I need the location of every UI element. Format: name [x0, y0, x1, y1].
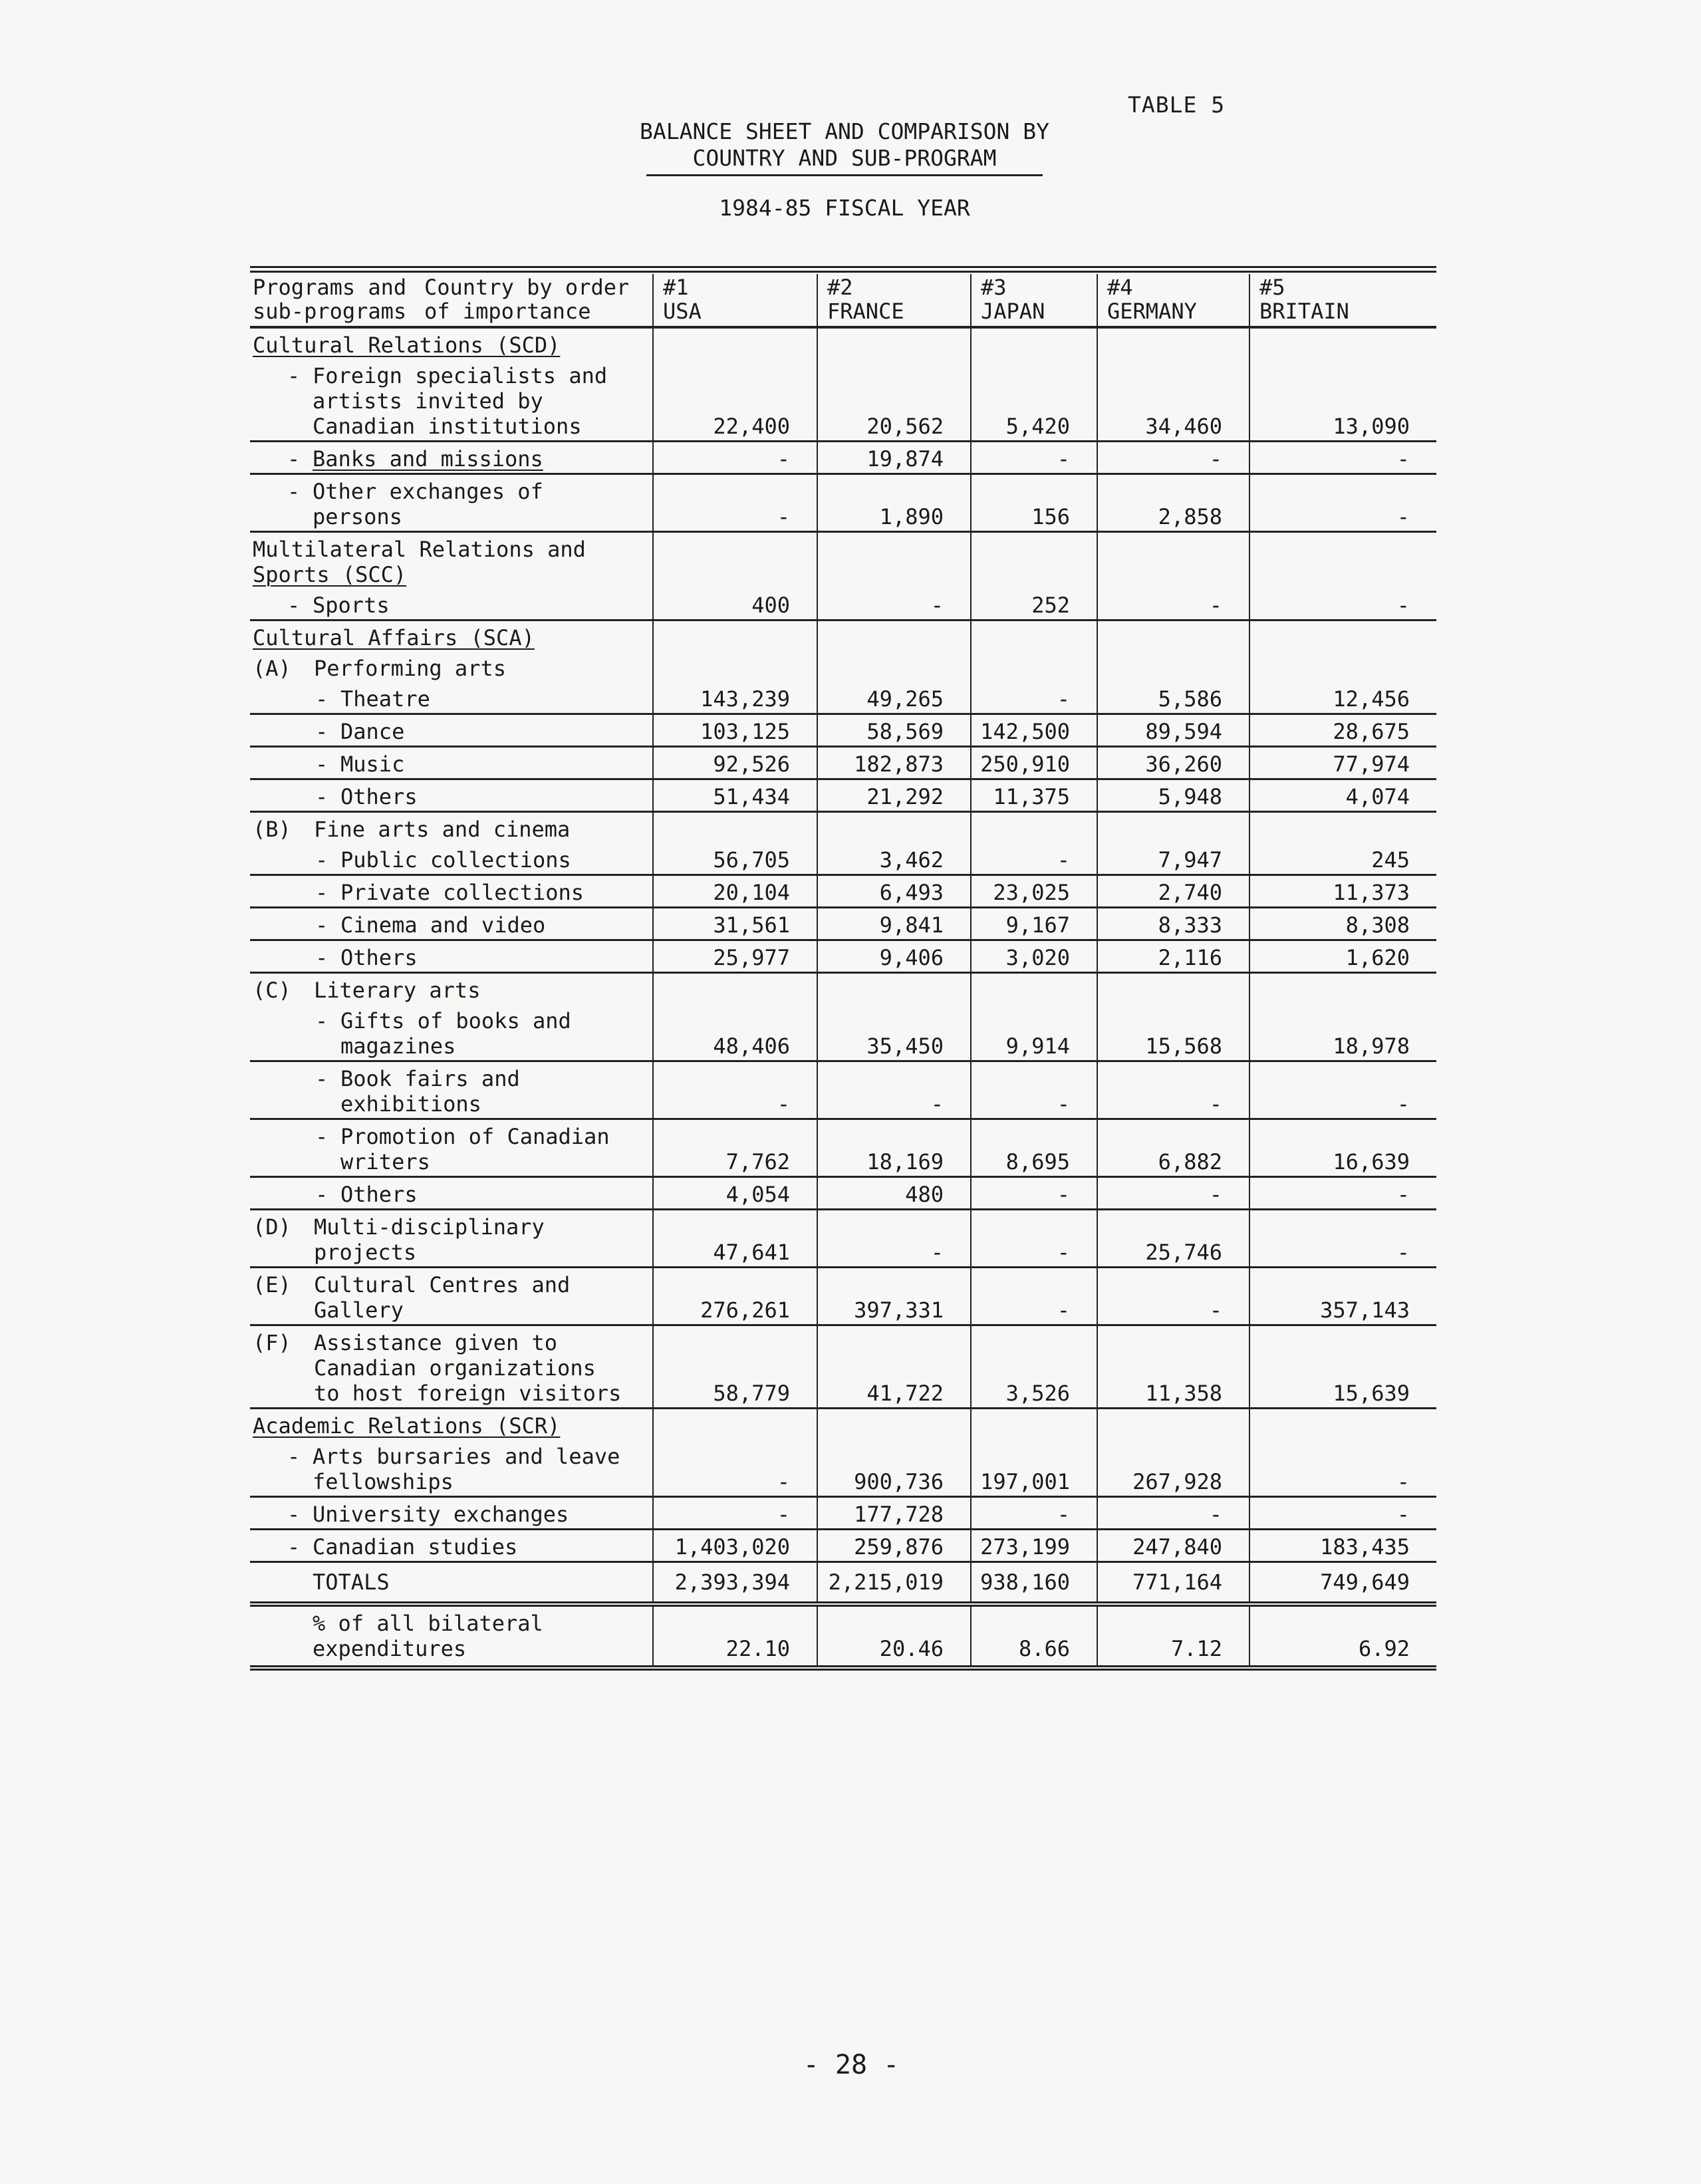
- cell-value: -: [1249, 1061, 1436, 1119]
- cell-value: 9,406: [817, 940, 971, 973]
- cell-value: 247,840: [1097, 1530, 1249, 1562]
- header-programs: Programs and Country by order sub-programs of importance: [250, 274, 653, 327]
- cell-value: 5,420: [971, 359, 1097, 442]
- cell-value: 142,500: [971, 714, 1097, 747]
- cell-value: 183,435: [1249, 1530, 1436, 1562]
- table-row: [250, 1119, 1436, 1177]
- cell-value: 182,873: [817, 747, 971, 779]
- cell-value: 22,400: [653, 359, 817, 442]
- cell-value: 2,740: [1097, 875, 1249, 908]
- cell-value: 8,308: [1249, 908, 1436, 940]
- table-row: [250, 1061, 1436, 1119]
- cell-value: 900,736: [817, 1440, 971, 1497]
- cell-value: 3,462: [817, 843, 971, 875]
- cell-value: 480: [817, 1177, 971, 1210]
- table-row: [250, 1440, 1436, 1497]
- cell-value: 5,948: [1097, 779, 1249, 812]
- cell-value: -: [653, 1440, 817, 1497]
- table-row: [250, 1004, 1436, 1061]
- cell-value: 25,746: [1097, 1210, 1249, 1268]
- cell-value: 31,561: [653, 908, 817, 940]
- title-line-1: BALANCE SHEET AND COMPARISON BY: [640, 118, 1049, 144]
- table-row: [250, 1325, 1436, 1409]
- title-line-2: COUNTRY AND SUB-PROGRAM: [646, 145, 1043, 176]
- cell-value: -: [653, 1061, 817, 1119]
- cell-value: -: [1249, 1177, 1436, 1210]
- table-row: [250, 714, 1436, 747]
- row-label: - Others: [250, 1177, 653, 1210]
- totals-row: [250, 1562, 1436, 1605]
- cell-value: 357,143: [1249, 1268, 1436, 1325]
- cell-value: -: [653, 1497, 817, 1530]
- cell-value: -: [971, 682, 1097, 714]
- cell-value: 2,116: [1097, 940, 1249, 973]
- table-row: [250, 747, 1436, 779]
- cell-value: 5,586: [1097, 682, 1249, 714]
- cell-value: 11,358: [1097, 1325, 1249, 1409]
- cell-value: 7,762: [653, 1119, 817, 1177]
- cell-value: -: [971, 442, 1097, 474]
- percent-value: 7.12: [1097, 1604, 1249, 1668]
- cell-value: 28,675: [1249, 714, 1436, 747]
- cell-value: -: [1249, 1440, 1436, 1497]
- percent-value: 8.66: [971, 1604, 1097, 1668]
- cell-value: 58,779: [653, 1325, 817, 1409]
- cell-value: 245: [1249, 843, 1436, 875]
- cell-value: 197,001: [971, 1440, 1097, 1497]
- cell-value: 16,639: [1249, 1119, 1436, 1177]
- cell-value: 1,403,020: [653, 1530, 817, 1562]
- cell-value: -: [971, 1061, 1097, 1119]
- row-label: (F) Assistance given to Canadian organizations to host foreign visitors: [250, 1325, 653, 1409]
- cell-value: 11,375: [971, 779, 1097, 812]
- group-row: (A) Performing arts: [250, 652, 1436, 682]
- fiscal-year: 1984-85 FISCAL YEAR: [719, 195, 970, 221]
- cell-value: -: [1097, 1268, 1249, 1325]
- cell-value: 3,526: [971, 1325, 1097, 1409]
- section-row: [250, 1409, 1436, 1440]
- section-row: [250, 327, 1436, 359]
- row-label: - Sports: [250, 589, 653, 620]
- cell-value: 89,594: [1097, 714, 1249, 747]
- balance-table: [250, 274, 1436, 1671]
- table-row: [250, 474, 1436, 532]
- cell-value: 276,261: [653, 1268, 817, 1325]
- total-value: 771,164: [1097, 1562, 1249, 1605]
- cell-value: 19,874: [817, 442, 971, 474]
- row-label: - Promotion of Canadian writers: [250, 1119, 653, 1177]
- page-number: - 28 -: [803, 2050, 900, 2080]
- cell-value: -: [1097, 1177, 1249, 1210]
- cell-value: -: [1097, 1497, 1249, 1530]
- cell-value: 9,914: [971, 1004, 1097, 1061]
- section-heading: Cultural Relations (SCD): [253, 333, 561, 358]
- row-label: - Banks and missions: [250, 442, 653, 474]
- cell-value: 48,406: [653, 1004, 817, 1061]
- cell-value: 56,705: [653, 843, 817, 875]
- cell-value: 103,125: [653, 714, 817, 747]
- row-label: - Dance: [250, 714, 653, 747]
- cell-value: 6,882: [1097, 1119, 1249, 1177]
- totals-label: TOTALS: [313, 1570, 390, 1595]
- row-label: - Others: [250, 779, 653, 812]
- group-heading: Performing arts: [314, 656, 506, 681]
- cell-value: 250,910: [971, 747, 1097, 779]
- cell-value: 35,450: [817, 1004, 971, 1061]
- total-value: 938,160: [971, 1562, 1097, 1605]
- row-label: - Gifts of books and magazines: [250, 1004, 653, 1061]
- cell-value: 34,460: [1097, 359, 1249, 442]
- cell-value: 36,260: [1097, 747, 1249, 779]
- cell-value: 92,526: [653, 747, 817, 779]
- cell-value: -: [1097, 1061, 1249, 1119]
- group-row: (C) Literary arts: [250, 973, 1436, 1005]
- cell-value: 9,167: [971, 908, 1097, 940]
- row-label: (E) Cultural Centres and Gallery: [250, 1268, 653, 1325]
- cell-value: -: [1097, 589, 1249, 620]
- cell-value: 2,858: [1097, 474, 1249, 532]
- table-row: [250, 1210, 1436, 1268]
- total-value: 2,215,019: [817, 1562, 971, 1605]
- row-label: - Cinema and video: [250, 908, 653, 940]
- table-row: [250, 940, 1436, 973]
- cell-value: 13,090: [1249, 359, 1436, 442]
- row-label: - Other exchanges of persons: [250, 474, 653, 532]
- cell-value: 20,104: [653, 875, 817, 908]
- table-row: [250, 843, 1436, 875]
- cell-value: 9,841: [817, 908, 971, 940]
- table-row: [250, 1177, 1436, 1210]
- header-country-5: #5 BRITAIN: [1249, 274, 1436, 327]
- cell-value: 12,456: [1249, 682, 1436, 714]
- cell-value: 143,239: [653, 682, 817, 714]
- cell-value: 51,434: [653, 779, 817, 812]
- table-row: [250, 908, 1436, 940]
- table-label: TABLE 5: [1128, 92, 1226, 118]
- section-row: [250, 620, 1436, 652]
- header-country-3: #3 JAPAN: [971, 274, 1097, 327]
- section-row: [250, 532, 1436, 589]
- table-row: [250, 1497, 1436, 1530]
- row-label: - Book fairs and exhibitions: [250, 1061, 653, 1119]
- cell-value: -: [817, 1210, 971, 1268]
- total-value: 749,649: [1249, 1562, 1436, 1605]
- table-row: [250, 779, 1436, 812]
- section-heading: Academic Relations (SCR): [253, 1413, 561, 1438]
- header-country-1: #1 USA: [653, 274, 817, 327]
- header-country-2: #2 FRANCE: [817, 274, 971, 327]
- cell-value: -: [1249, 474, 1436, 532]
- cell-value: 1,620: [1249, 940, 1436, 973]
- cell-value: 177,728: [817, 1497, 971, 1530]
- row-label: - University exchanges: [250, 1497, 653, 1530]
- table-row: [250, 589, 1436, 620]
- cell-value: 23,025: [971, 875, 1097, 908]
- cell-value: -: [971, 1268, 1097, 1325]
- cell-value: -: [1249, 589, 1436, 620]
- cell-value: 77,974: [1249, 747, 1436, 779]
- section-heading: Multilateral Relations and: [253, 537, 586, 562]
- cell-value: -: [1249, 1210, 1436, 1268]
- row-label: - Theatre: [250, 682, 653, 714]
- cell-value: 15,568: [1097, 1004, 1249, 1061]
- cell-value: -: [817, 589, 971, 620]
- cell-value: -: [971, 1177, 1097, 1210]
- cell-value: -: [1249, 1497, 1436, 1530]
- table-row: [250, 442, 1436, 474]
- cell-value: 11,373: [1249, 875, 1436, 908]
- table-header-row: [250, 274, 1436, 327]
- cell-value: -: [971, 1210, 1097, 1268]
- cell-value: 49,265: [817, 682, 971, 714]
- cell-value: -: [653, 442, 817, 474]
- cell-value: -: [1249, 442, 1436, 474]
- cell-value: 3,020: [971, 940, 1097, 973]
- table-row: [250, 682, 1436, 714]
- cell-value: 15,639: [1249, 1325, 1436, 1409]
- section-heading: Sports (SCC): [253, 562, 407, 587]
- cell-value: 267,928: [1097, 1440, 1249, 1497]
- row-label: - Foreign specialists and artists invited by Canadian institutions: [250, 359, 653, 442]
- percent-value: 20.46: [817, 1604, 971, 1668]
- row-label: - Others: [250, 940, 653, 973]
- table-row: [250, 1268, 1436, 1325]
- table-top-rule: [250, 266, 1436, 273]
- cell-value: 58,569: [817, 714, 971, 747]
- cell-value: 273,199: [971, 1530, 1097, 1562]
- row-label: - Private collections: [250, 875, 653, 908]
- cell-value: 20,562: [817, 359, 971, 442]
- table-row: [250, 359, 1436, 442]
- cell-value: -: [971, 1497, 1097, 1530]
- row-label: - Music: [250, 747, 653, 779]
- cell-value: 397,331: [817, 1268, 971, 1325]
- group-heading: Literary arts: [314, 978, 481, 1003]
- percent-value: 22.10: [653, 1604, 817, 1668]
- percent-value: 6.92: [1249, 1604, 1436, 1668]
- cell-value: 41,722: [817, 1325, 971, 1409]
- cell-value: 8,695: [971, 1119, 1097, 1177]
- cell-value: -: [817, 1061, 971, 1119]
- group-row: (B) Fine arts and cinema: [250, 812, 1436, 844]
- cell-value: 156: [971, 474, 1097, 532]
- cell-value: 252: [971, 589, 1097, 620]
- cell-value: 4,074: [1249, 779, 1436, 812]
- cell-value: 400: [653, 589, 817, 620]
- cell-value: 8,333: [1097, 908, 1249, 940]
- row-label: - Canadian studies: [250, 1530, 653, 1562]
- cell-value: 25,977: [653, 940, 817, 973]
- row-label: - Public collections: [250, 843, 653, 875]
- header-country-4: #4 GERMANY: [1097, 274, 1249, 327]
- percent-row: [250, 1604, 1436, 1668]
- table-row: [250, 1530, 1436, 1562]
- table-row: [250, 875, 1436, 908]
- section-heading: Cultural Affairs (SCA): [253, 625, 535, 650]
- cell-value: 18,169: [817, 1119, 971, 1177]
- cell-value: 1,890: [817, 474, 971, 532]
- cell-value: 21,292: [817, 779, 971, 812]
- table-title: [638, 118, 1051, 176]
- cell-value: 259,876: [817, 1530, 971, 1562]
- cell-value: -: [653, 474, 817, 532]
- total-value: 2,393,394: [653, 1562, 817, 1605]
- cell-value: 7,947: [1097, 843, 1249, 875]
- cell-value: 47,641: [653, 1210, 817, 1268]
- row-label: (D) Multi-disciplinary projects: [250, 1210, 653, 1268]
- cell-value: 6,493: [817, 875, 971, 908]
- cell-value: 4,054: [653, 1177, 817, 1210]
- cell-value: 18,978: [1249, 1004, 1436, 1061]
- group-heading: Fine arts and cinema: [314, 817, 571, 842]
- cell-value: -: [1097, 442, 1249, 474]
- cell-value: -: [971, 843, 1097, 875]
- percent-label: % of all bilateral expenditures: [250, 1604, 653, 1668]
- row-label: - Arts bursaries and leave fellowships: [250, 1440, 653, 1497]
